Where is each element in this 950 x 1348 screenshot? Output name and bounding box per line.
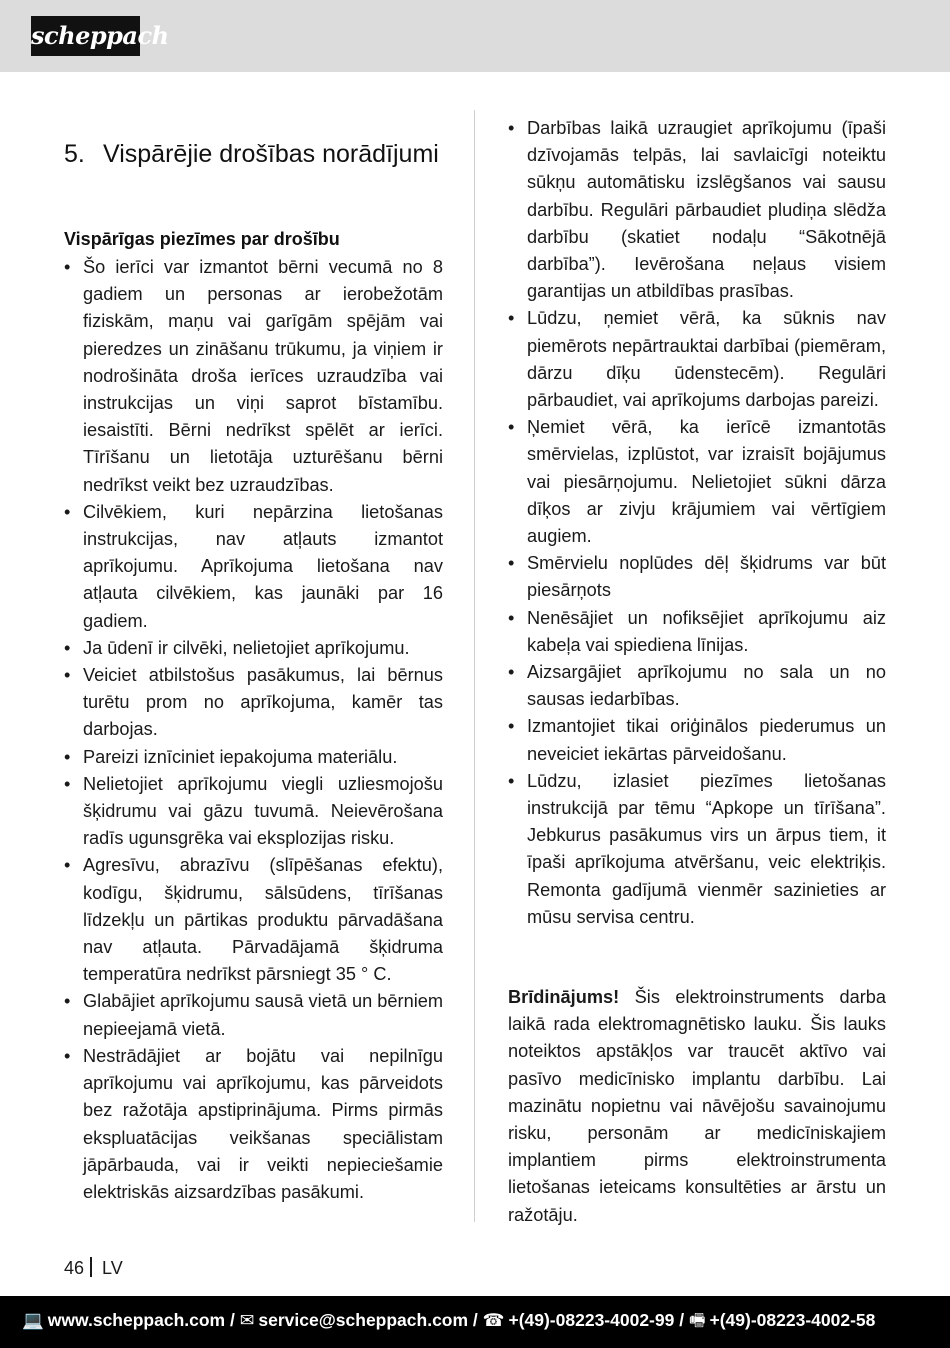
list-item: • Agresīvu, abrazīvu (slīpēšanas efektu), kodīgu, šķidrumu, sālsūdens, tīrīšanas līdzekļu un pārtikas produktu pārvadāšana nav atļauta. Pārvadājamā šķidruma temperatūra nedrīkst pārsniegt 35 ° C. <box>64 852 443 988</box>
list-item: • Lūdzu, izlasiet piezīmes lietošanas instrukcijā par tēmu “Apkope un tīrīšana”. Jebkurus pasākumus virs un ārpus tiem, it īpaši aprīkojuma atvēršanu, veic elektriķis. Remonta gadījumā vienmēr sazinieties ar mūsu servisa centru. <box>508 768 886 931</box>
list-item: • Cilvēkiem, kuri nepārzina lietošanas instrukcijas, nav atļauts izmantot aprīkojumu. Aprīkojuma lietošana nav atļauta cilvēkiem, kas jaunāki par 16 gadiem. <box>64 499 443 635</box>
footer-separator: / <box>468 1310 483 1330</box>
page-number <box>64 1256 123 1280</box>
footer-separator: / <box>674 1310 689 1330</box>
warning-paragraph <box>508 984 886 1229</box>
section-heading: Vispārējie drošības norādījumi <box>103 140 439 168</box>
list-item: • Nestrādājiet ar bojātu vai nepilnīgu aprīkojumu vai aprīkojumu, kas pārveidots bez ražotāja apstiprinājuma. Pirms pirmās ekspluatācijas veikšanas speciālistam jāpārbauda, vai ir veikti nepieciešamie elektriskās aizsardzības pasākumi. <box>64 1043 443 1206</box>
page-language: LV <box>102 1258 123 1278</box>
list-item: • Ņemiet vērā, ka ierīcē izmantotās smērvielas, izplūstot, var izraisīt bojājumus vai piesārņojumu. Nelietojiet sūkni dārza dīķos ar zivju krājumiem vai vērtīgiem augiem. <box>508 414 886 550</box>
subheading: Vispārīgas piezīmes par drošību <box>64 229 340 249</box>
footer-email[interactable]: service@scheppach.com <box>258 1310 469 1330</box>
section-number: 5. <box>64 140 85 168</box>
computer-icon: 💻 <box>22 1310 44 1330</box>
fax-icon: 🖷 <box>688 1310 706 1330</box>
page-separator <box>90 1257 92 1277</box>
list-item: • Šo ierīci var izmantot bērni vecumā no 8 gadiem un personas ar ierobežotām fiziskām, maņu vai garīgām spējām vai pieredzes un zināšanu trūkumu, ja viņiem ir nodrošināta droša ierīces uzraudzība vai instrukcijas un viņi saprot bīstamību. iesaistīti. Bērni nedrīkst spēlēt ar ierīci. Tīrīšanu un lietotāja uzturēšanu bērni nedrīkst veikt bez uzraudzības. <box>64 254 443 499</box>
list-item: • Pareizi iznīciniet iepakojuma materiālu. <box>64 744 443 771</box>
list-item: • Smērvielu noplūdes dēļ šķidrums var būt piesārņots <box>508 550 886 604</box>
list-item: • Ja ūdenī ir cilvēki, nelietojiet aprīkojumu. <box>64 635 443 662</box>
list-item: • Nenēsājiet un nofiksējiet aprīkojumu aiz kabeļa vai spiediena līnijas. <box>508 605 886 659</box>
phone-icon: ☎ <box>482 1310 505 1330</box>
list-item: • Izmantojiet tikai oriģinālos piederumus un neveiciet iekārtas pārveidošanu. <box>508 713 886 767</box>
footer-website[interactable]: www.scheppach.com <box>47 1310 226 1330</box>
right-bullet-list <box>508 115 886 931</box>
page-number-value: 46 <box>64 1258 85 1278</box>
footer-phone: +(49)-08223-4002-99 <box>508 1310 675 1330</box>
list-item: • Veiciet atbilstošus pasākumus, lai bērnus turētu prom no aprīkojuma, kamēr tas darbojas. <box>64 662 443 744</box>
list-item: • Nelietojiet aprīkojumu viegli uzliesmojošu šķidrumu vai gāzu tuvumā. Neievērošana radīs ugunsgrēka vai eksplozijas risku. <box>64 771 443 853</box>
warning-label: Brīdinājums! <box>508 987 620 1007</box>
warning-text: Šis elektroinstruments darba laikā rada elektromagnētisko lauku. Šis lauks noteiktos apstākļos var traucēt aktīvo vai pasīvo medicīnisko implantu darbību. Lai mazinātu nopietnu vai nāvējošu savainojumu risku, personām ar medicīniskajiem implantiem pirms elektroinstrumenta lietošanas ieteicams konsultēties ar ārstu un ražotāju. <box>508 987 886 1225</box>
list-item: • Lūdzu, ņemiet vērā, ka sūknis nav piemērots nepārtrauktai darbībai (piemēram, dārzu dīķu ūdenstecēm). Regulāri pārbaudiet, vai aprīkojums darbojas pareizi. <box>508 305 886 414</box>
list-item: • Aizsargājiet aprīkojumu no sala un no sausas iedarbības. <box>508 659 886 713</box>
footer-separator: / <box>225 1310 240 1330</box>
page-header <box>0 0 950 72</box>
page-footer <box>0 1296 950 1348</box>
scheppach-logo: scheppach <box>31 16 140 56</box>
footer-fax: +(49)-08223-4002-58 <box>709 1310 876 1330</box>
left-bullet-list <box>64 254 443 1206</box>
list-item: • Darbības laikā uzraugiet aprīkojumu (īpaši dzīvojamās telpās, lai savlaicīgi noteiktu sūkņu automātisku izslēgšanos vai sausu darbību. Regulāri pārbaudiet pludiņa slēdža darbību (skatiet nodaļu “Sākotnējā darbība”). Ievērošana neļaus visiem garantijas un atbildības prasības. <box>508 115 886 305</box>
column-divider <box>474 110 475 1222</box>
list-item: • Glabājiet aprīkojumu sausā vietā un bērniem nepieejamā vietā. <box>64 988 443 1042</box>
envelope-icon: ✉ <box>239 1310 255 1330</box>
